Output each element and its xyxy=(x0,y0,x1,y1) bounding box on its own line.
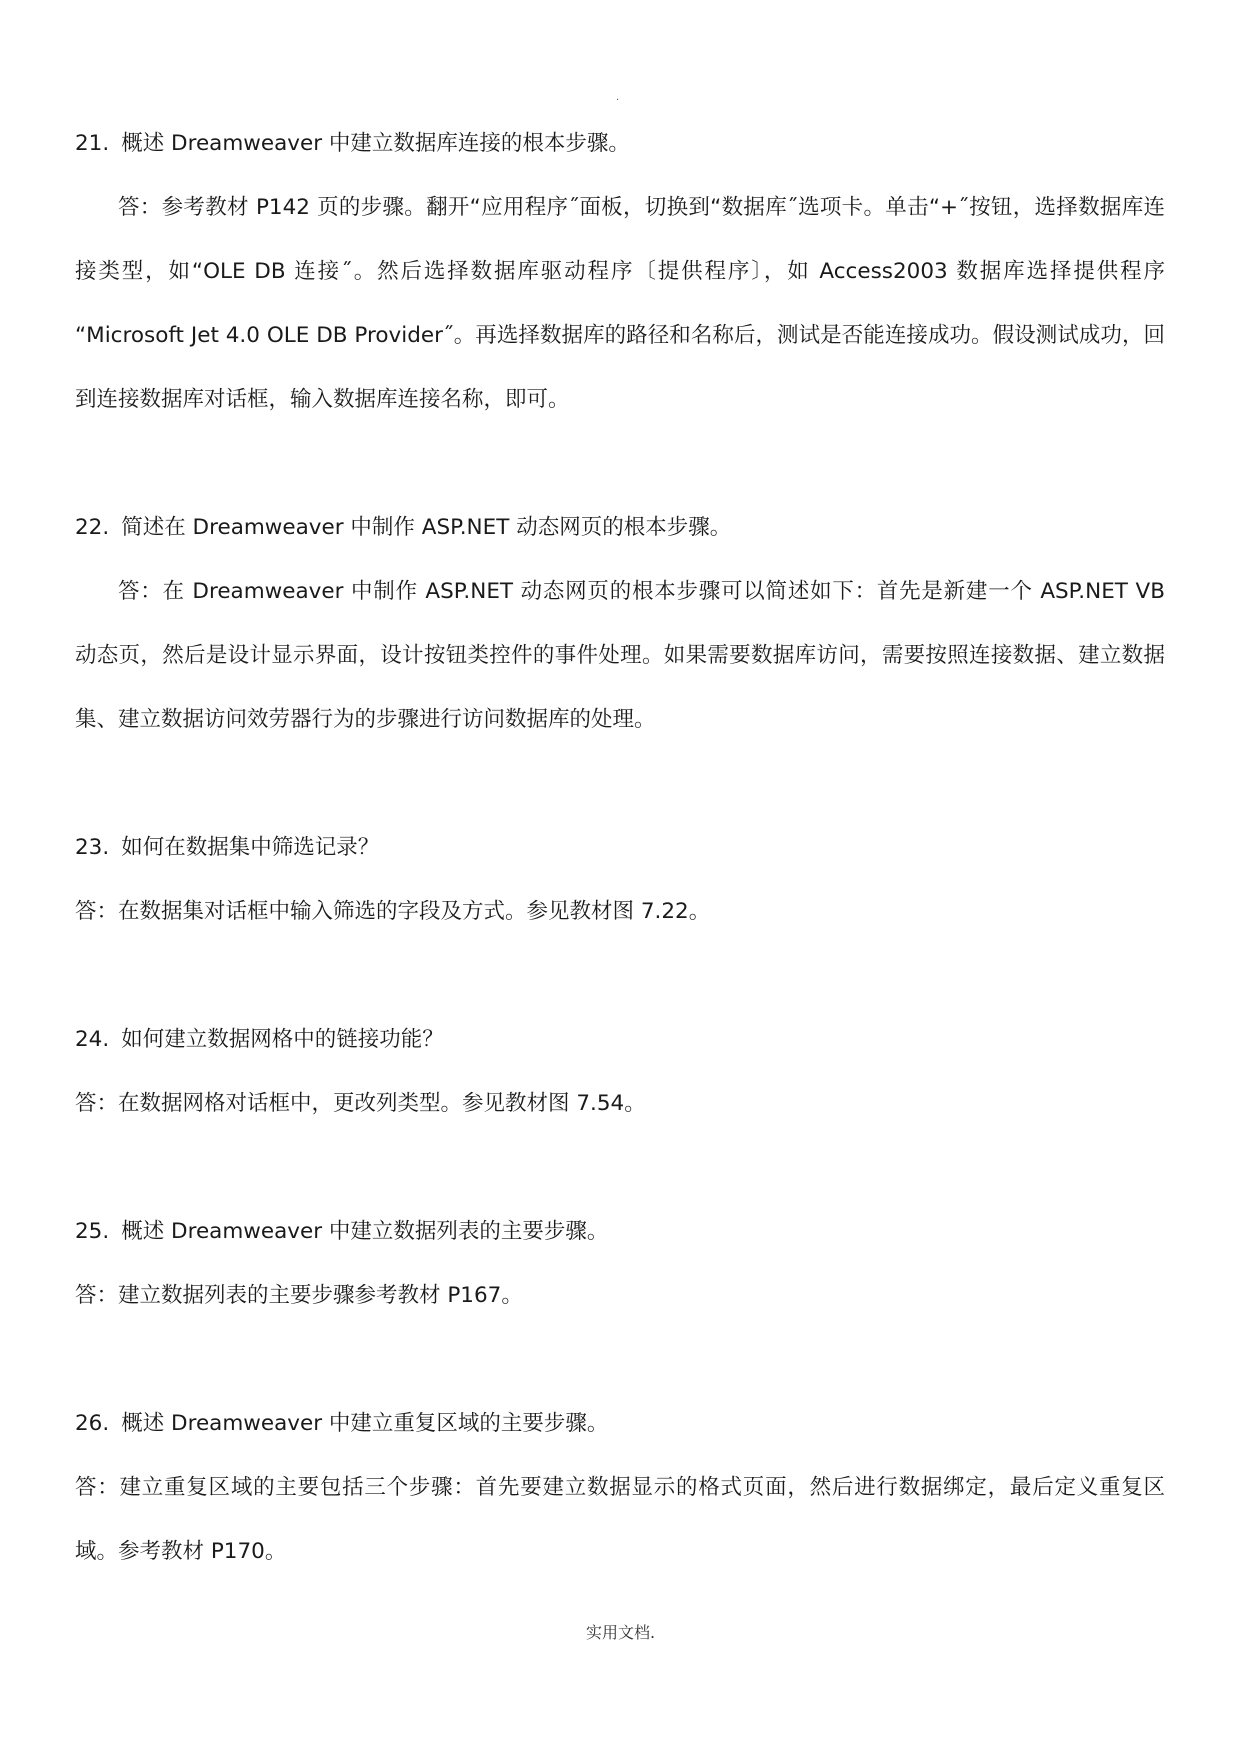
question-24 xyxy=(75,1008,1165,1072)
header-mark: . xyxy=(616,92,620,103)
answer-26: 答：建立重复区域的主要包括三个步骤：首先要建立数据显示的格式页面，然后进行数据绑定，最后定义重复区域。参考教材 P170。 xyxy=(75,1475,1165,1564)
question-text: 概述 Dreamweaver 中建立重复区域的主要步骤。 xyxy=(121,1411,609,1436)
answer-21: 答：参考教材 P142 页的步骤。翻开“应用程序˝面板，切换到“数据库˝选项卡。单击“+˝按钮，选择数据库连接类型，如“OLE DB 连接˝。然后选择数据库驱动程序〔提供程序〕，如 Access2003 数据库选择提供程序 “Microsoft Jet 4.0 OLE DB Provider˝。再选择数据库的路径和名称后，测试是否能连接成功。假设测试成功，回到连接数据库对话框，输入数据库连接名称，即可。 xyxy=(75,195,1165,412)
question-number: 21. xyxy=(75,131,110,156)
question-text: 概述 Dreamweaver 中建立数据列表的主要步骤。 xyxy=(121,1219,609,1244)
question-number: 26. xyxy=(75,1411,110,1436)
qa-item-23 xyxy=(75,816,1165,944)
qa-item-21 xyxy=(75,112,1165,432)
page-footer: 实用文档. xyxy=(585,1623,656,1642)
question-21 xyxy=(75,112,1165,176)
answer-24: 答：在数据网格对话框中，更改列类型。参见教材图 7.54。 xyxy=(75,1091,646,1116)
question-number: 22. xyxy=(75,515,110,540)
question-25 xyxy=(75,1200,1165,1264)
question-22 xyxy=(75,496,1165,560)
question-number: 23. xyxy=(75,835,110,860)
answer-25: 答：建立数据列表的主要步骤参考教材 P167。 xyxy=(75,1283,523,1308)
question-text: 概述 Dreamweaver 中建立数据库连接的根本步骤。 xyxy=(121,131,630,156)
answer-22: 答：在 Dreamweaver 中制作 ASP.NET 动态网页的根本步骤可以简述如下：首先是新建一个 ASP.NET VB 动态页，然后是设计显示界面，设计按钮类控件的事件处理。如果需要数据库访问，需要按照连接数据、建立数据集、建立数据访问效劳器行为的步骤进行访问数据库的处理。 xyxy=(75,579,1165,732)
question-number: 24. xyxy=(75,1027,110,1052)
question-number: 25. xyxy=(75,1219,110,1244)
answer-23: 答：在数据集对话框中输入筛选的字段及方式。参见教材图 7.22。 xyxy=(75,899,711,924)
qa-item-25 xyxy=(75,1200,1165,1328)
question-text: 如何建立数据网格中的链接功能？ xyxy=(121,1027,444,1052)
qa-item-24 xyxy=(75,1008,1165,1136)
question-26 xyxy=(75,1392,1165,1456)
qa-item-22 xyxy=(75,496,1165,752)
qa-content xyxy=(75,112,1165,1584)
question-text: 如何在数据集中筛选记录？ xyxy=(121,835,380,860)
question-text: 简述在 Dreamweaver 中制作 ASP.NET 动态网页的根本步骤。 xyxy=(121,515,732,540)
question-23 xyxy=(75,816,1165,880)
qa-item-26 xyxy=(75,1392,1165,1584)
